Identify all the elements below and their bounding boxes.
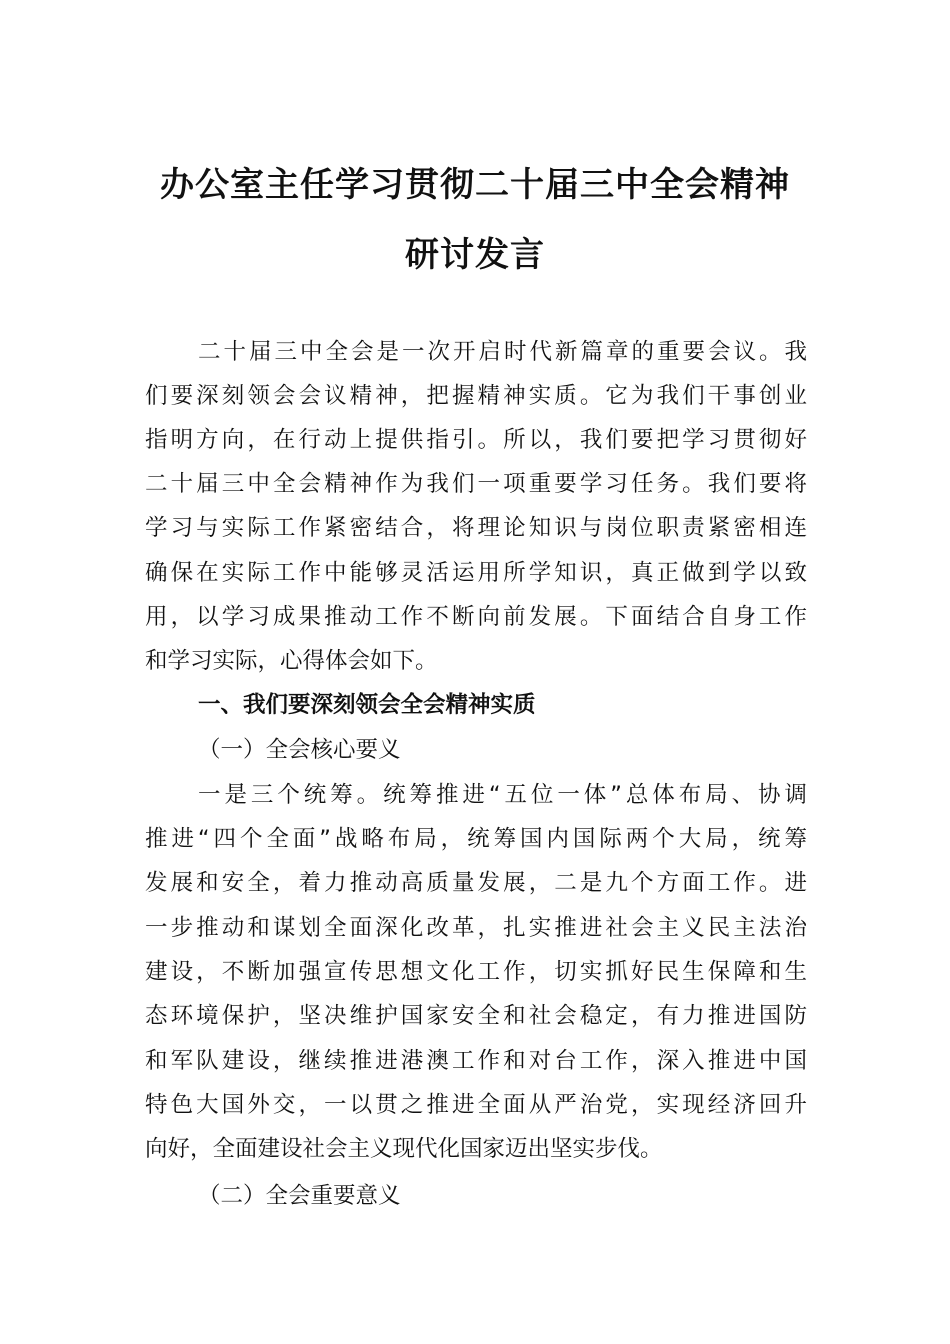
paragraph-line: 和军队建设，继续推进港澳工作和对台工作，深入推进中国 <box>145 1048 807 1074</box>
paragraph-line: 态环境保护，坚决维护国家安全和社会稳定，有力推进国防 <box>145 1003 807 1029</box>
section-heading: 一、我们要深刻领会全会精神实质 <box>198 692 536 718</box>
paragraph-line: 确保在实际工作中能够灵活运用所学知识，真正做到学以致 <box>145 560 807 586</box>
paragraph-line: 和学习实际，心得体会如下。 <box>145 648 438 674</box>
paragraph-line: 建设，不断加强宣传思想文化工作，切实抓好民生保障和生 <box>145 959 807 985</box>
paragraph-line: 二十届三中全会是一次开启时代新篇章的重要会议。我 <box>198 339 807 365</box>
subsection-heading: （二）全会重要意义 <box>198 1183 401 1209</box>
paragraph-line: 发展和安全，着力推动高质量发展，二是九个方面工作。进 <box>145 870 807 896</box>
paragraph-line: 用，以学习成果推动工作不断向前发展。下面结合自身工作 <box>145 604 807 630</box>
subsection-heading: （一）全会核心要义 <box>198 737 401 763</box>
paragraph-line: 们要深刻领会会议精神，把握精神实质。它为我们干事创业 <box>145 383 807 409</box>
document-title-line-2: 研讨发言 <box>405 235 545 275</box>
paragraph-line: 指明方向，在行动上提供指引。所以，我们要把学习贯彻好 <box>145 427 807 453</box>
paragraph-line: 推进“四个全面”战略布局，统筹国内国际两个大局，统筹 <box>145 826 807 852</box>
document-title-line-1: 办公室主任学习贯彻二十届三中全会精神 <box>160 165 790 205</box>
paragraph-line: 学习与实际工作紧密结合，将理论知识与岗位职责紧密相连 <box>145 515 807 541</box>
paragraph-line: 向好，全面建设社会主义现代化国家迈出坚实步伐。 <box>145 1136 663 1162</box>
paragraph-line: 一是三个统筹。统筹推进“五位一体”总体布局、协调 <box>198 782 807 808</box>
paragraph-line: 二十届三中全会精神作为我们一项重要学习任务。我们要将 <box>145 471 807 497</box>
paragraph-line: 一步推动和谋划全面深化改革，扎实推进社会主义民主法治 <box>145 915 807 941</box>
paragraph-line: 特色大国外交，一以贯之推进全面从严治党，实现经济回升 <box>145 1092 807 1118</box>
